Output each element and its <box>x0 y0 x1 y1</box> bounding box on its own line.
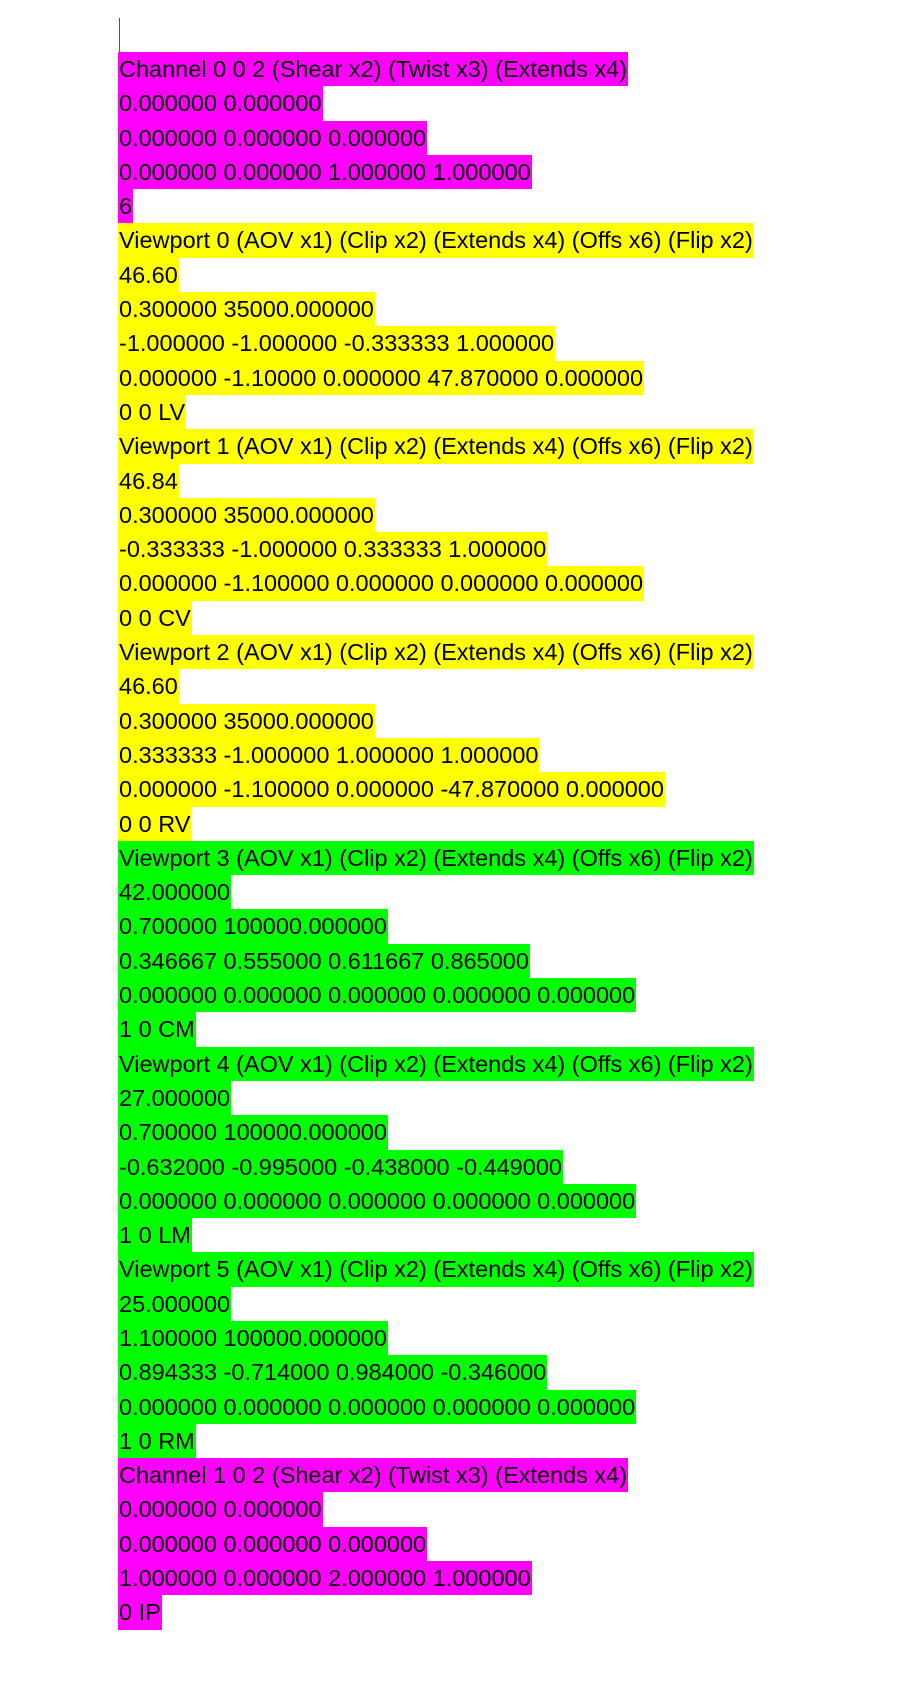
document-line <box>118 1287 908 1321</box>
document-line <box>118 1458 908 1492</box>
highlighted-text: 46.60 <box>118 669 179 703</box>
document-line <box>118 395 908 429</box>
highlighted-text: Channel 0 0 2 (Shear x2) (Twist x3) (Extends x4) <box>118 52 628 86</box>
highlighted-text: 25.000000 <box>118 1287 231 1321</box>
document-body[interactable] <box>118 52 908 1630</box>
highlighted-text: 0.000000 0.000000 0.000000 0.000000 0.000000 <box>118 978 636 1012</box>
document-line <box>118 1150 908 1184</box>
highlighted-text: 1 0 RM <box>118 1424 196 1458</box>
document-line <box>118 841 908 875</box>
document-line <box>118 121 908 155</box>
document-line <box>118 1561 908 1595</box>
highlighted-text: 0.000000 0.000000 0.000000 <box>118 121 427 155</box>
document-line <box>118 1595 908 1629</box>
highlighted-text: 0.300000 35000.000000 <box>118 498 375 532</box>
highlighted-text: 1 0 CM <box>118 1012 196 1046</box>
document-line <box>118 1355 908 1389</box>
document-line <box>118 601 908 635</box>
document-line <box>118 361 908 395</box>
document-line <box>118 1184 908 1218</box>
highlighted-text: 0.300000 35000.000000 <box>118 704 375 738</box>
highlighted-text: 0.333333 -1.000000 1.000000 1.000000 <box>118 738 539 772</box>
highlighted-text: Viewport 5 (AOV x1) (Clip x2) (Extends x4) (Offs x6) (Flip x2) <box>118 1252 754 1286</box>
document-line <box>118 429 908 463</box>
highlighted-text: Viewport 3 (AOV x1) (Clip x2) (Extends x4) (Offs x6) (Flip x2) <box>118 841 754 875</box>
highlighted-text: 0.894333 -0.714000 0.984000 -0.346000 <box>118 1355 547 1389</box>
document-line <box>118 909 908 943</box>
highlighted-text: -0.632000 -0.995000 -0.438000 -0.449000 <box>118 1150 563 1184</box>
highlighted-text: -1.000000 -1.000000 -0.333333 1.000000 <box>118 326 555 360</box>
highlighted-text: Viewport 4 (AOV x1) (Clip x2) (Extends x4) (Offs x6) (Flip x2) <box>118 1047 754 1081</box>
document-line <box>118 1321 908 1355</box>
highlighted-text: Channel 1 0 2 (Shear x2) (Twist x3) (Extends x4) <box>118 1458 628 1492</box>
highlighted-text: 42.000000 <box>118 875 231 909</box>
document-line <box>118 326 908 360</box>
highlighted-text: 0.000000 -1.100000 0.000000 -47.870000 0.000000 <box>118 772 665 806</box>
highlighted-text: 0 IP <box>118 1595 162 1629</box>
highlighted-text: -0.333333 -1.000000 0.333333 1.000000 <box>118 532 547 566</box>
document-line <box>118 52 908 86</box>
highlighted-text: 46.60 <box>118 258 179 292</box>
document-line <box>118 86 908 120</box>
document-line <box>118 978 908 1012</box>
highlighted-text: 0 0 RV <box>118 807 191 841</box>
document-line <box>118 155 908 189</box>
highlighted-text: Viewport 1 (AOV x1) (Clip x2) (Extends x4) (Offs x6) (Flip x2) <box>118 429 754 463</box>
highlighted-text: 0 0 CV <box>118 601 192 635</box>
document-line <box>118 1527 908 1561</box>
document-line <box>118 807 908 841</box>
highlighted-text: 0.000000 0.000000 1.000000 1.000000 <box>118 155 532 189</box>
document-line <box>118 498 908 532</box>
document-line <box>118 1047 908 1081</box>
highlighted-text: 0.000000 -1.100000 0.000000 0.000000 0.000000 <box>118 566 644 600</box>
highlighted-text: 0.000000 0.000000 0.000000 <box>118 1527 427 1561</box>
highlighted-text: 0.000000 0.000000 <box>118 1492 323 1526</box>
highlighted-text: Viewport 0 (AOV x1) (Clip x2) (Extends x4) (Offs x6) (Flip x2) <box>118 223 754 257</box>
highlighted-text: 0.700000 100000.000000 <box>118 909 388 943</box>
highlighted-text: 0 0 LV <box>118 395 186 429</box>
document-line <box>118 1424 908 1458</box>
document-line <box>118 223 908 257</box>
document-line <box>118 772 908 806</box>
document-line <box>118 944 908 978</box>
highlighted-text: 46.84 <box>118 464 179 498</box>
document-line <box>118 738 908 772</box>
highlighted-text: 27.000000 <box>118 1081 231 1115</box>
document-line <box>118 1081 908 1115</box>
document-line <box>118 258 908 292</box>
document-line <box>118 1252 908 1286</box>
document-line <box>118 1012 908 1046</box>
highlighted-text: 0.000000 -1.10000 0.000000 47.870000 0.000000 <box>118 361 644 395</box>
highlighted-text: Viewport 2 (AOV x1) (Clip x2) (Extends x4) (Offs x6) (Flip x2) <box>118 635 754 669</box>
document-line <box>118 464 908 498</box>
highlighted-text: 1.000000 0.000000 2.000000 1.000000 <box>118 1561 532 1595</box>
document-line <box>118 704 908 738</box>
highlighted-text: 0.000000 0.000000 0.000000 0.000000 0.000000 <box>118 1390 636 1424</box>
highlighted-text: 1 0 LM <box>118 1218 192 1252</box>
document-line <box>118 189 908 223</box>
document-line <box>118 1115 908 1149</box>
text-cursor <box>119 18 120 52</box>
document-line <box>118 669 908 703</box>
document-line <box>118 1218 908 1252</box>
highlighted-text: 0.000000 0.000000 0.000000 0.000000 0.000000 <box>118 1184 636 1218</box>
document-line <box>118 635 908 669</box>
document-line <box>118 566 908 600</box>
highlighted-text: 0.000000 0.000000 <box>118 86 323 120</box>
document-line <box>118 532 908 566</box>
highlighted-text: 0.700000 100000.000000 <box>118 1115 388 1149</box>
highlighted-text: 6 <box>118 189 133 223</box>
highlighted-text: 0.346667 0.555000 0.611667 0.865000 <box>118 944 530 978</box>
document-line <box>118 1492 908 1526</box>
document-line <box>118 1390 908 1424</box>
highlighted-text: 0.300000 35000.000000 <box>118 292 375 326</box>
document-line <box>118 292 908 326</box>
highlighted-text: 1.100000 100000.000000 <box>118 1321 388 1355</box>
document-line <box>118 875 908 909</box>
